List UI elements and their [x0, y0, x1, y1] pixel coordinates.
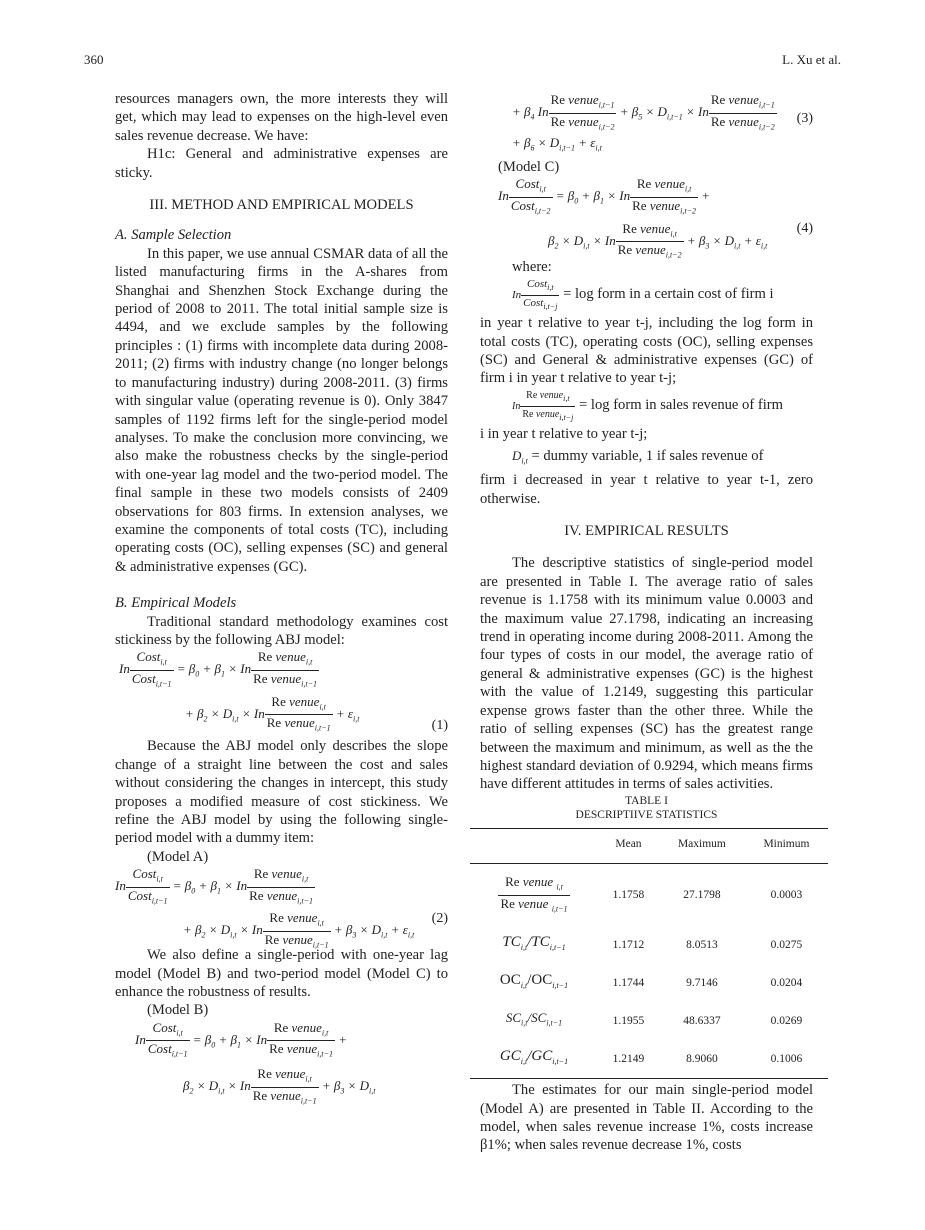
- equation-4: In Cost$_{i,t}$ Cost$_{i,t-2}$ = $\beta_0 + \beta_1 \times In$ Re venue$_{i,t}$ Re venue$_{i,t-2}$ + $\beta_2 \times D_{i,t} \times In$ Re venue$_{i,t}$ Re venue$_{i,t-2}$ + $\beta_3 \times D_{i,t} + \varepsilon_{i,t}$ (4): [498, 176, 813, 260]
- equation-model-b-part2: + $\beta_4$ In Re venue$_{i,t-1}$ Re venue$_{i,t-2}$ + $\beta_5 \times D_{i,t-1} \times In$ Re venue$_{i,t-1}$ Re venue$_{i,t-2}$ + $\beta_6 \times D_{i,t-1} + \varepsilon_{i,t}$ (3): [512, 92, 813, 153]
- row-label-gc: $GC_{i,t}/GC_{i,t-1}$: [470, 1040, 598, 1079]
- table-cell: 0.0204: [770, 976, 803, 989]
- paragraph: Because the ABJ model only describes the slope change of a straight line between the cost and sales without considering the changes in intercept, this study proposes a modified measure of cost stickiness. We refine the ABJ model by using the following single-period model with a dummy item:: [115, 738, 448, 847]
- paragraph: The estimates for our main single-period model (Model A) are presented in Table II. According to the model, when sales revenue increase 1%, costs increase β1%; when sales revenue decrease 1%, costs: [480, 1082, 813, 1154]
- table-caption: DESCRIPTIIVE STATISTICS: [575, 808, 718, 821]
- paragraph: In this paper, we use annual CSMAR data of all the listed manufacturing firms in the A-shares from Shanghai and Shenzhen Stock Exchange during the period of 2008 to 2011. The total initial sample size is 4494, and we exclude samples by the following principles : (1) firms with incomplete data during 2008-2011; (2) firms with industry change (no longer belongs to manufacturing industry) during 2008-2011. (3) firms with singular value (operating revenue is 0). Only 3847 samples of 1192 firms left for the single-period model analyses. To make the conclusion more convincing, we also make the robustness checks by the single-period with one-year lag model and the two-period model. The final sample in these two models consists of 2409 observations for 803 firms. In extension analyses, we examine the components of total costs (TC), including operating costs (OC), selling expenses (SC) and general & administrative expenses (GC).: [115, 245, 448, 575]
- table-cell: 1.1758: [612, 888, 645, 901]
- table-cell: 8.0513: [686, 938, 718, 951]
- table-cell: 1.2149: [598, 1040, 659, 1079]
- table-row: [470, 864, 828, 927]
- table-cell: 9.7146: [686, 976, 718, 989]
- equation-model-b-part1: In Cost$_{i,t}$ Cost$_{i,t-1}$ = $\beta_0 + \beta_1 \times In$ Re venue$_{i,t}$ Re venue$_{i,t-1}$ + $\beta_2 \times D_{i,t} \times In$ Re venue$_{i,t}$ Re venue$_{i,t-1}$ + $\beta_3 \times D_{i,t}$: [135, 1019, 376, 1106]
- table-cell: 1.1744: [612, 976, 645, 989]
- row-label-revenue: Re venue $_{i,t}$ Re venue $_{i,t-1}$: [500, 874, 568, 914]
- table-row: [470, 1002, 828, 1040]
- row-label-tc: $TC_{i,t}/TC_{i,t-1}$: [502, 933, 566, 952]
- row-label-sc: $SC_{i,t}/SC_{i,t-1}$: [505, 1010, 563, 1028]
- section-heading: III. METHOD AND EMPIRICAL MODELS: [149, 197, 414, 214]
- table-cell: 0.0003: [770, 888, 803, 901]
- equation-1: In Cost$_{i,t}$ Cost$_{i,t-1}$ = $\beta_0 + \beta_1 \times In$ Re venue$_{i,t}$ Re venue$_{i,t-1}$ + $\beta_2 \times D_{i,t} \times In$ Re venue$_{i,t}$ Re venue$_{i,t-1}$ + $\varepsilon_{i,t}$ (1): [115, 649, 448, 735]
- equation-number: (4): [796, 221, 813, 237]
- subsection-heading: B. Empirical Models: [115, 595, 237, 612]
- model-label: (Model C): [498, 159, 560, 175]
- model-label: (Model A): [147, 848, 209, 865]
- model-label: (Model B): [147, 1002, 209, 1019]
- paragraph: resources managers own, the more interests they will get, which may lead to expenses on the high-level even sales revenue decrease. We have:: [115, 91, 448, 144]
- paragraph: We also define a single-period with one-year lag model (Model B) and two-period model (Model C) to enhance the robustness of results.: [115, 947, 448, 1001]
- table-row: [470, 1040, 828, 1079]
- table-cell: 48.6337: [683, 1014, 721, 1027]
- right-column: [480, 90, 813, 1155]
- paragraph: The descriptive statistics of single-period model are presented in Table I. The average ratio of sales revenue is 1.1758 with its minimum value 0.0003 and the maximum value 27.1798, indicating an increasing trend in operating income during 2008-2011. Among the four types of costs in our model, the average ratio of general & administrative expenses (GC) is the highest with the value of 1.2149, suggesting this particular expense grows faster than the other three. While the ratio of selling expenses (SC) has the greatest range between the maximum and minimum, as well as the the highest standard deviation of 0.9294, which means firms have different attitudes in terms of sales activities.: [480, 555, 813, 793]
- table-title: TABLE I: [625, 794, 668, 807]
- section-heading: IV. EMPIRICAL RESULTS: [564, 523, 729, 540]
- column-header: Minimum: [745, 829, 828, 864]
- left-column: [115, 90, 448, 1106]
- table-cell: 8.9060: [659, 1040, 745, 1079]
- definition-2: In Re venue$_{i,t}$ Re venue$_{i,t-j}$ = log form in sales revenue of firm: [512, 389, 783, 422]
- paragraph: in year t relative to year t-j, including the log form in total costs (TC), operating costs (OC), selling expenses (SC) and General & administrative expenses (GC) of firm i in year t relative to year t-j;: [480, 315, 813, 387]
- equation-number: (3): [796, 111, 813, 126]
- table-cell: 0.1006: [745, 1040, 828, 1079]
- paragraph: Traditional standard methodology examines cost stickiness by the following ABJ model:: [115, 613, 448, 648]
- subsection-heading: A. Sample Selection: [115, 227, 232, 244]
- paragraph: firm i decreased in year t relative to year t-1, zero otherwise.: [480, 472, 813, 507]
- table-cell: 1.1712: [612, 938, 645, 951]
- table-cell: 0.0275: [770, 938, 803, 951]
- row-label-oc: $OC_{i,t}/OC_{i,t-1}$: [499, 971, 569, 990]
- column-header: Mean: [598, 829, 659, 864]
- table-cell: 1.1955: [612, 1014, 645, 1027]
- page-number: 360: [84, 52, 104, 67]
- running-head: L. Xu et al.: [782, 52, 841, 67]
- table-row: [470, 964, 828, 1002]
- paragraph: where:: [512, 259, 552, 276]
- equation-2: In Cost$_{i,t}$ Cost$_{i,t-1}$ = $\beta_0 + \beta_1 \times In$ Re venue$_{i,t}$ Re venue$_{i,t-1}$ + $\beta_2 \times D_{i,t} \times In$ Re venue$_{i,t}$ Re venue$_{i,t-1}$ + $\beta_3 \times D_{i,t} + \varepsilon_{i,t}$ (2): [115, 866, 448, 950]
- table-row: [470, 926, 828, 964]
- hypothesis: H1c: General and administrative expenses are sticky.: [115, 146, 448, 181]
- equation-number: (1): [431, 717, 448, 733]
- table-cell: 27.1798: [683, 888, 721, 901]
- table-cell: 0.0269: [770, 1014, 803, 1027]
- column-header: Maximum: [659, 829, 745, 864]
- descriptive-statistics-table: [470, 829, 828, 1079]
- equation-number: (2): [431, 911, 448, 927]
- definition-3: $D_{i,t}$ = dummy variable, 1 if sales revenue of: [512, 448, 764, 466]
- paragraph: i in year t relative to year t-j;: [480, 425, 648, 442]
- definition-1: In Cost$_{i,t}$ Cost$_{i,t-j}$ = log form in a certain cost of firm i: [512, 277, 774, 312]
